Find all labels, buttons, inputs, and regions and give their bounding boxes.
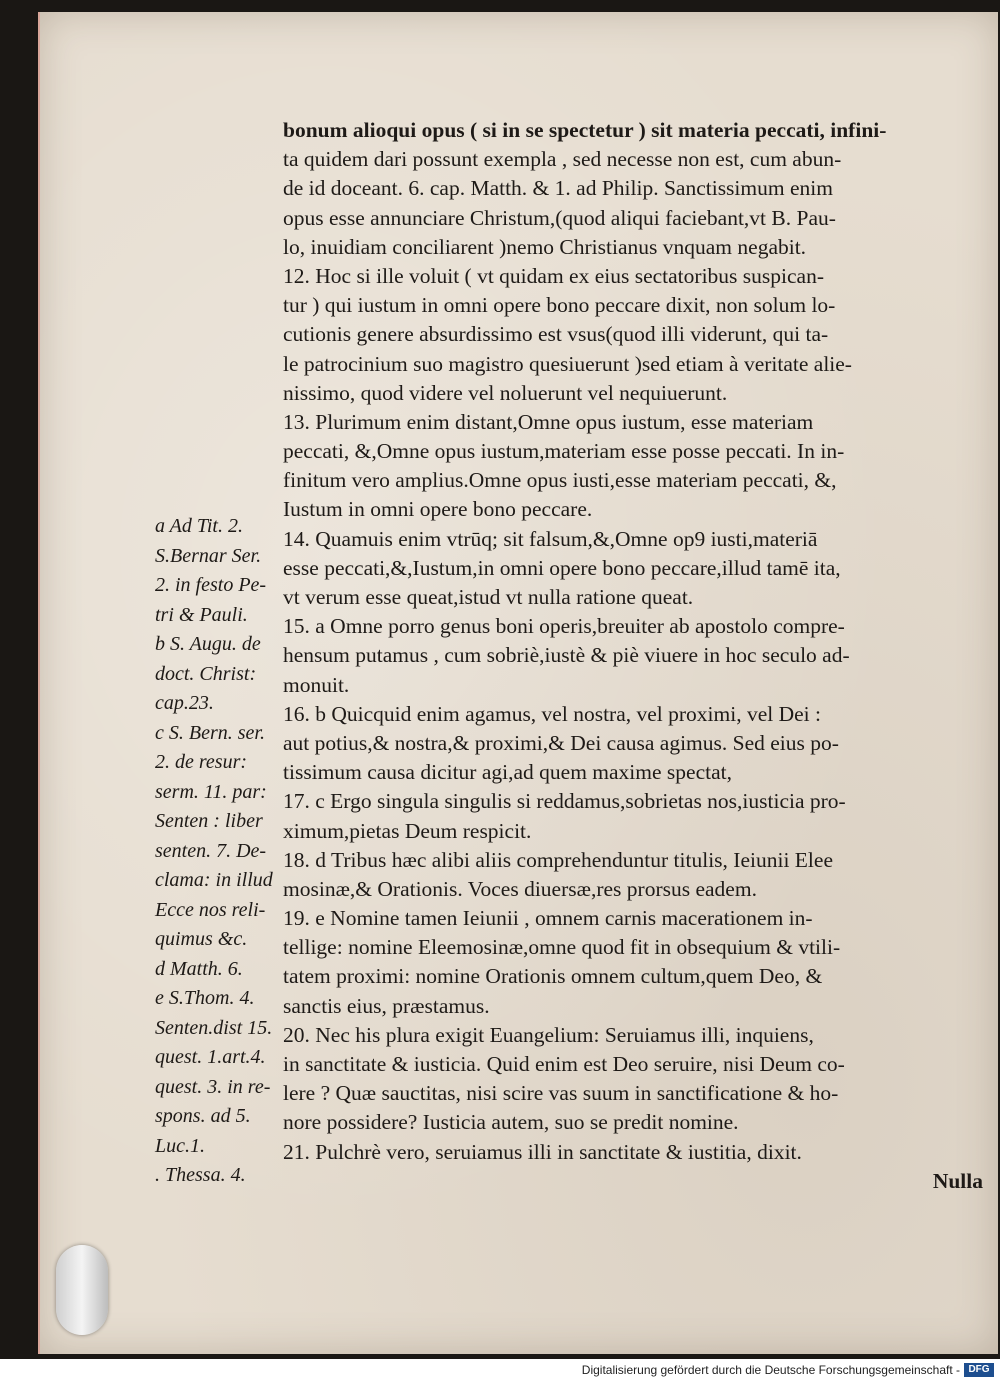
margin-note: Ecce nos reli- [155, 898, 266, 921]
text-line: in sanctitate & iusticia. Quid enim est Deo seruire, nisi Deum co- [283, 1052, 845, 1076]
text-line: 14. Quamuis enim vtrūq; sit falsum,&,Omne op9 iusti,materiā [283, 526, 818, 551]
margin-note: . Thessa. 4. [155, 1164, 246, 1186]
margin-note: c S. Bern. ser. [155, 721, 265, 744]
text-line: tatem proximi: nomine Orationis omnem cultum,quem Deo, & [283, 964, 823, 989]
text-line: lo, inuidiam conciliarent )nemo Christianus vnquam negabit. [283, 234, 807, 259]
margin-note: S.Bernar Ser. [155, 544, 262, 567]
text-line: bonum alioqui opus ( si in se spectetur ) sit materia peccati, infini- [283, 118, 887, 142]
margin-note: senten. 7. De- [155, 839, 267, 862]
text-line: hensum putamus , cum sobriè,iustè & piè viuere in hoc seculo ad- [283, 643, 850, 668]
text-line: esse peccati,&,Iustum,in omni opere bono peccare,illud tamē ita, [283, 555, 841, 580]
margin-note: tri & Pauli. [155, 603, 248, 626]
margin-notes [155, 512, 305, 1191]
text-line: 19. e Nomine tamen Ieiunii , omnem carnis macerationem in- [283, 906, 813, 931]
margin-note: Senten : liber [155, 810, 263, 832]
margin-note: cap.23. [155, 692, 214, 714]
margin-note: 2. de resur: [155, 751, 248, 773]
margin-note: e S.Thom. 4. [155, 987, 255, 1009]
text-line: de id doceant. 6. cap. Matth. & 1. ad Philip. Sanctissimum enim [283, 176, 833, 201]
margin-note: quimus &c. [155, 928, 248, 950]
main-text-block [283, 116, 983, 1196]
text-line: vt verum esse queat,istud vt nulla ratione queat. [283, 585, 694, 609]
margin-note: Luc.1. [155, 1134, 205, 1157]
text-line: mosinæ,& Orationis. Voces diuersæ,res prorsus eadem. [283, 876, 757, 901]
margin-note: b S. Augu. de [155, 633, 261, 655]
text-line: 18. d Tribus hæc alibi aliis comprehenduntur titulis, Ieiunii Elee [283, 847, 833, 872]
text-line: finitum vero amplius.Omne opus iusti,esse materiam peccati, &, [283, 468, 837, 493]
text-line: 13. Plurimum enim distant,Omne opus iustum, esse materiam [283, 409, 814, 434]
text-line: peccati, &,Omne opus iustum,materiam esse posse peccati. In in- [283, 439, 845, 464]
page-clip [56, 1245, 108, 1335]
text-line: 21. Pulchrè vero, seruiamus illi in sanctitate & iustitia, dixit. [283, 1139, 802, 1164]
text-line: cutionis genere absurdissimo est vsus(quod illi viderunt, qui ta- [283, 322, 829, 347]
catchword: Nulla [932, 1168, 983, 1193]
text-line: le patrocinium suo magistro quesiuerunt )sed etiam à veritate alie- [283, 351, 852, 376]
margin-note: clama: in illud [155, 869, 273, 891]
margin-note: 2. in festo Pe- [155, 574, 267, 596]
margin-note: Senten.dist 15. [155, 1016, 273, 1039]
text-line: tissimum causa dicitur agi,ad quem maxime spectat, [283, 760, 732, 785]
text-line: 12. Hoc si ille voluit ( vt quidam ex eius sectatoribus suspican- [283, 263, 824, 288]
text-line: tellige: nomine Eleemosinæ,omne quod fit in obsequium & vtili- [283, 935, 841, 960]
margin-note: quest. 3. in re- [155, 1075, 271, 1098]
text-line: nore possidere? Iusticia autem, suo se predit nomine. [283, 1110, 739, 1135]
digitization-footer [0, 1359, 1000, 1382]
text-line: Iustum in omni opere bono peccare. [283, 497, 593, 522]
text-line: sanctis eius, præstamus. [283, 993, 490, 1018]
book-page [38, 12, 998, 1354]
text-line: 17. c Ergo singula singulis si reddamus,sobrietas nos,iusticia pro- [283, 789, 846, 814]
text-line: 20. Nec his plura exigit Euangelium: Seruiamus illi, inquiens, [283, 1022, 814, 1047]
text-line: lere ? Quæ sauctitas, nisi scire vas suum in sanctificatione & ho- [283, 1081, 839, 1106]
margin-note: d Matth. 6. [155, 957, 243, 980]
text-line: monuit. [283, 672, 350, 697]
margin-note: a Ad Tit. 2. [155, 515, 243, 537]
text-line: opus esse annunciare Christum,(quod aliqui faciebant,vt B. Pau- [283, 205, 836, 230]
text-line: tur ) qui iustum in omni opere bono peccare dixit, non solum lo- [283, 293, 836, 318]
dfg-logo-icon: DFG [964, 1363, 994, 1377]
text-line: aut potius,& nostra,& proximi,& Dei causa agimus. Sed eius po- [283, 730, 839, 755]
footer-credit: Digitalisierung gefördert durch die Deutsche Forschungsgemeinschaft - [581, 1363, 960, 1377]
text-line: 16. b Quicquid enim agamus, vel nostra, vel proximi, vel Dei : [283, 701, 821, 726]
text-line: ximum,pietas Deum respicit. [283, 818, 532, 843]
text-line: 15. a Omne porro genus boni operis,breuiter ab apostolo compre- [283, 614, 845, 639]
margin-note: serm. 11. par: [155, 780, 267, 803]
margin-note: quest. 1.art.4. [155, 1046, 266, 1068]
margin-note: spons. ad 5. [155, 1105, 251, 1127]
text-line: ta quidem dari possunt exempla , sed necesse non est, cum abun- [283, 147, 842, 172]
margin-note: doct. Christ: [155, 662, 257, 685]
text-line: nissimo, quod videre vel noluerunt vel nequiuerunt. [283, 380, 728, 405]
